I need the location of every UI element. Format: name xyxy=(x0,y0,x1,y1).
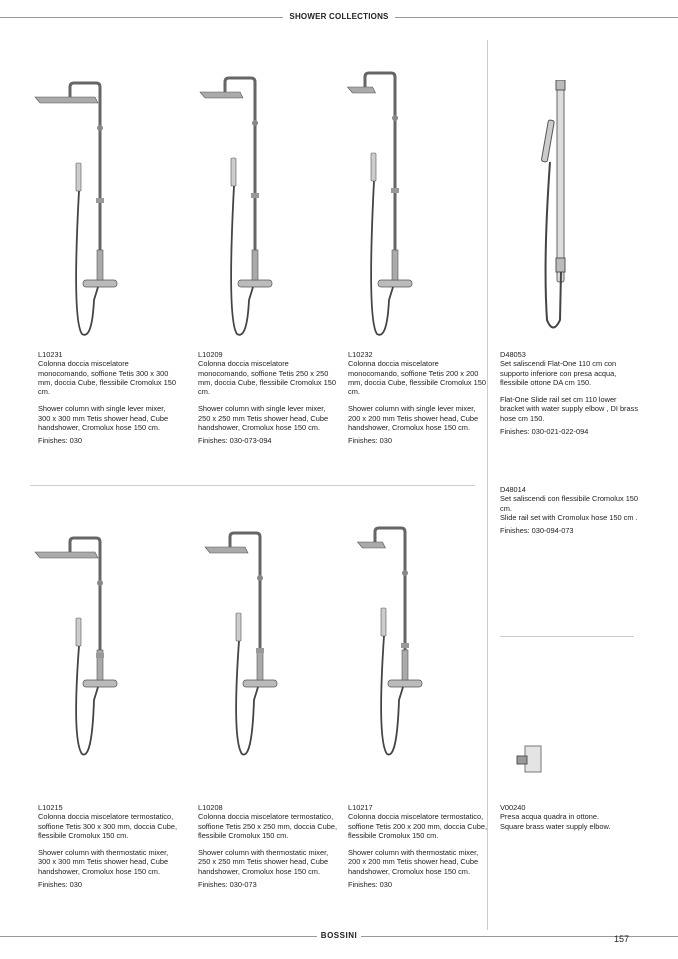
english-description: Flat-One Slide rail set cm 110 lower bracket with water supply elbow , DI brass hose cm 150. xyxy=(500,395,639,423)
finishes: Finishes: 030 xyxy=(348,880,392,890)
english-description: Shower column with thermostatic mixer, 200 x 200 mm Tetis shower head, Cube handshower, Cromolux hose 150 cm. xyxy=(348,848,479,876)
finishes: Finishes: 030-073 xyxy=(198,880,257,890)
product-code: L10217 xyxy=(348,803,373,812)
english-description: Shower column with thermostatic mixer, 250 x 250 mm Tetis shower head, Cube handshower, Cromolux hose 150 cm. xyxy=(198,848,329,876)
product-description xyxy=(348,350,488,446)
italian-description: Colonna doccia miscelatore monocomando, soffione Tetis 200 x 200 mm, doccia Cube, flessibile Cromolux 150 cm. xyxy=(348,359,487,397)
shower-column-image xyxy=(325,65,435,340)
english-description: Slide rail set with Cromolux hose 150 cm . xyxy=(500,512,638,522)
shower-column-image xyxy=(30,530,140,760)
section-title xyxy=(0,12,678,21)
product-description xyxy=(348,803,488,889)
product-code: L10232 xyxy=(348,350,373,359)
product-code: D48053 xyxy=(500,350,526,359)
product-code: V00240 xyxy=(500,803,526,812)
product-description xyxy=(38,350,178,446)
brand-text: BOSSINI xyxy=(317,931,361,940)
product-description xyxy=(500,803,640,831)
finishes: Finishes: 030-021-022-094 xyxy=(500,427,589,437)
page-number: 157 xyxy=(614,934,630,944)
italian-description: Set saliscendi con flessibile Cromolux 150 cm. xyxy=(500,494,639,513)
italian-description: Set saliscendi Flat-One 110 cm con supporto inferiore con presa acqua, flessibile ottone DA cm 150. xyxy=(500,359,617,387)
slide-rail-image xyxy=(535,80,585,335)
finishes: Finishes: 030 xyxy=(38,436,82,446)
shower-column-image xyxy=(30,75,140,340)
brand-logo xyxy=(0,931,678,940)
section-title-text: SHOWER COLLECTIONS xyxy=(283,12,394,21)
product-code: L10208 xyxy=(198,803,223,812)
italian-description: Colonna doccia miscelatore termostatico, soffione Tetis 200 x 200 mm, doccia Cube, flessibile Cromolux 150 cm. xyxy=(348,812,487,840)
italian-description: Colonna doccia miscelatore monocomando, soffione Tetis 250 x 250 mm, doccia Cube, flessibile Cromolux 150 cm. xyxy=(198,359,337,397)
finishes: Finishes: 030 xyxy=(38,880,82,890)
italian-description: Colonna doccia miscelatore termostatico, soffione Tetis 250 x 250 mm, doccia Cube, flessibile Cromolux 150 cm. xyxy=(198,812,337,840)
product-description xyxy=(38,803,178,889)
product-description xyxy=(198,803,338,889)
product-description xyxy=(198,350,338,446)
english-description: Square brass water supply elbow. xyxy=(500,821,611,831)
product-description xyxy=(500,350,640,436)
shower-column-image xyxy=(335,520,445,760)
product-description xyxy=(500,485,640,535)
product-code: D48014 xyxy=(500,485,526,494)
english-description: Shower column with thermostatic mixer, 300 x 300 mm Tetis shower head, Cube handshower, Cromolux hose 150 cm. xyxy=(38,848,169,876)
english-description: Shower column with single lever mixer, 300 x 300 mm Tetis shower head, Cube handshower, Cromolux hose 150 cm. xyxy=(38,404,169,433)
product-code: L10231 xyxy=(38,350,63,359)
row-divider xyxy=(30,485,475,486)
product-code: L10215 xyxy=(38,803,63,812)
finishes: Finishes: 030-073-094 xyxy=(198,436,272,446)
italian-description: Colonna doccia miscelatore termostatico, soffione Tetis 300 x 300 mm, doccia Cube, flessibile Cromolux 150 cm. xyxy=(38,812,177,840)
product-code: L10209 xyxy=(198,350,223,359)
finishes: Finishes: 030 xyxy=(348,436,392,446)
column-divider xyxy=(487,40,488,930)
english-description: Shower column with single lever mixer, 200 x 200 mm Tetis shower head, Cube handshower, Cromolux hose 150 cm. xyxy=(348,404,479,433)
water-elbow-image xyxy=(515,742,547,782)
english-description: Shower column with single lever mixer, 250 x 250 mm Tetis shower head, Cube handshower, Cromolux hose 150 cm. xyxy=(198,404,329,433)
italian-description: Colonna doccia miscelatore monocomando, soffione Tetis 300 x 300 mm, doccia Cube, flessibile Cromolux 150 cm. xyxy=(38,359,177,397)
right-divider xyxy=(500,636,634,637)
finishes: Finishes: 030-094-073 xyxy=(500,526,574,536)
shower-column-image xyxy=(185,70,295,340)
shower-column-image xyxy=(190,525,300,760)
italian-description: Presa acqua quadra in ottone. xyxy=(500,812,600,822)
